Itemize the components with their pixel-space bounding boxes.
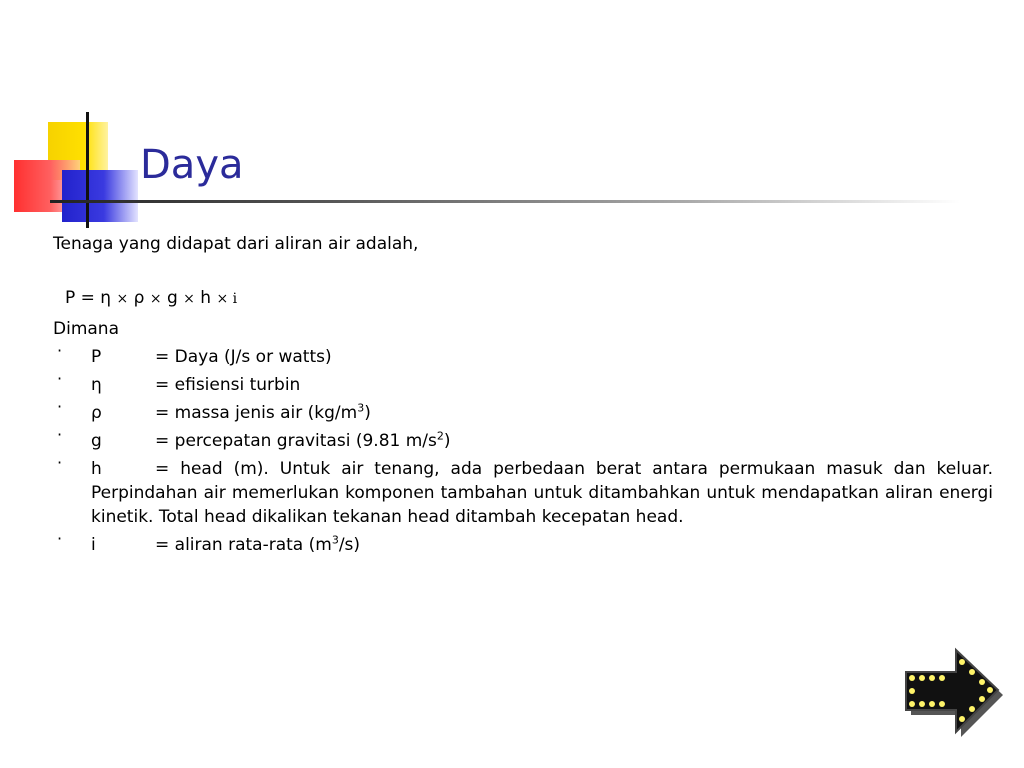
times-sign: × [183,291,195,307]
variable-symbol: g [91,431,102,451]
bullet: · [57,425,63,444]
list-item [53,369,993,397]
formula-part: P = η [65,288,117,308]
variable-desc: = head (m). Untuk air tenang, ada perbedaan berat antara permukaan masuk dan keluar. Perpindahan air memerlukan komponen tambahan untuk ditambahkan untuk mendapatkan aliran energi kinetik. Total head dikalikan tekanan head ditambah kecepatan head. [91,459,993,527]
blue-square [62,170,138,222]
vertical-rule [86,112,89,228]
superscript: 3 [331,533,339,547]
variable-symbol: ρ [91,403,102,423]
list-item [53,529,993,557]
formula-part: ρ [128,288,150,308]
bullet: · [57,453,63,472]
list-item [53,425,993,453]
power-formula [65,286,993,311]
formula-part: g [161,288,184,308]
variable-desc-tail: ) [443,431,451,451]
variable-symbol: P [91,347,102,367]
title-underline [50,200,960,203]
superscript: 2 [436,429,444,443]
title-decoration [0,0,160,240]
slide-content [53,232,993,561]
list-item [53,397,993,425]
intro-text: Tenaga yang didapat dari aliran air adalah, [53,234,419,254]
formula-part: i [228,291,238,307]
where-label: Dimana [53,319,119,339]
variable-symbol: η [91,375,102,395]
variable-desc: = percepatan gravitasi (9.81 m/s [155,431,437,451]
bullet: · [57,341,63,360]
variable-desc: = aliran rata-rata (m [155,535,332,555]
times-sign: × [216,291,229,307]
arrow-right-icon[interactable] [900,644,1004,740]
variable-desc: = Daya (J/s or watts) [155,347,332,367]
list-item [53,341,993,369]
times-sign: × [116,291,129,307]
bullet: · [57,529,63,548]
variable-symbol: i [91,535,96,555]
superscript: 3 [357,401,365,415]
variable-desc-tail: /s) [338,535,361,555]
slide-title: Daya [140,142,244,188]
variable-symbol: h [91,459,102,479]
variable-desc: = efisiensi turbin [155,375,301,395]
bullet: · [57,369,63,388]
bullet: · [57,397,63,416]
variable-desc-tail: ) [364,403,371,423]
list-item [53,453,993,529]
variable-list [53,341,993,557]
formula-part: h [194,288,217,308]
variable-desc: = massa jenis air (kg/m [155,403,358,423]
times-sign: × [149,291,162,307]
